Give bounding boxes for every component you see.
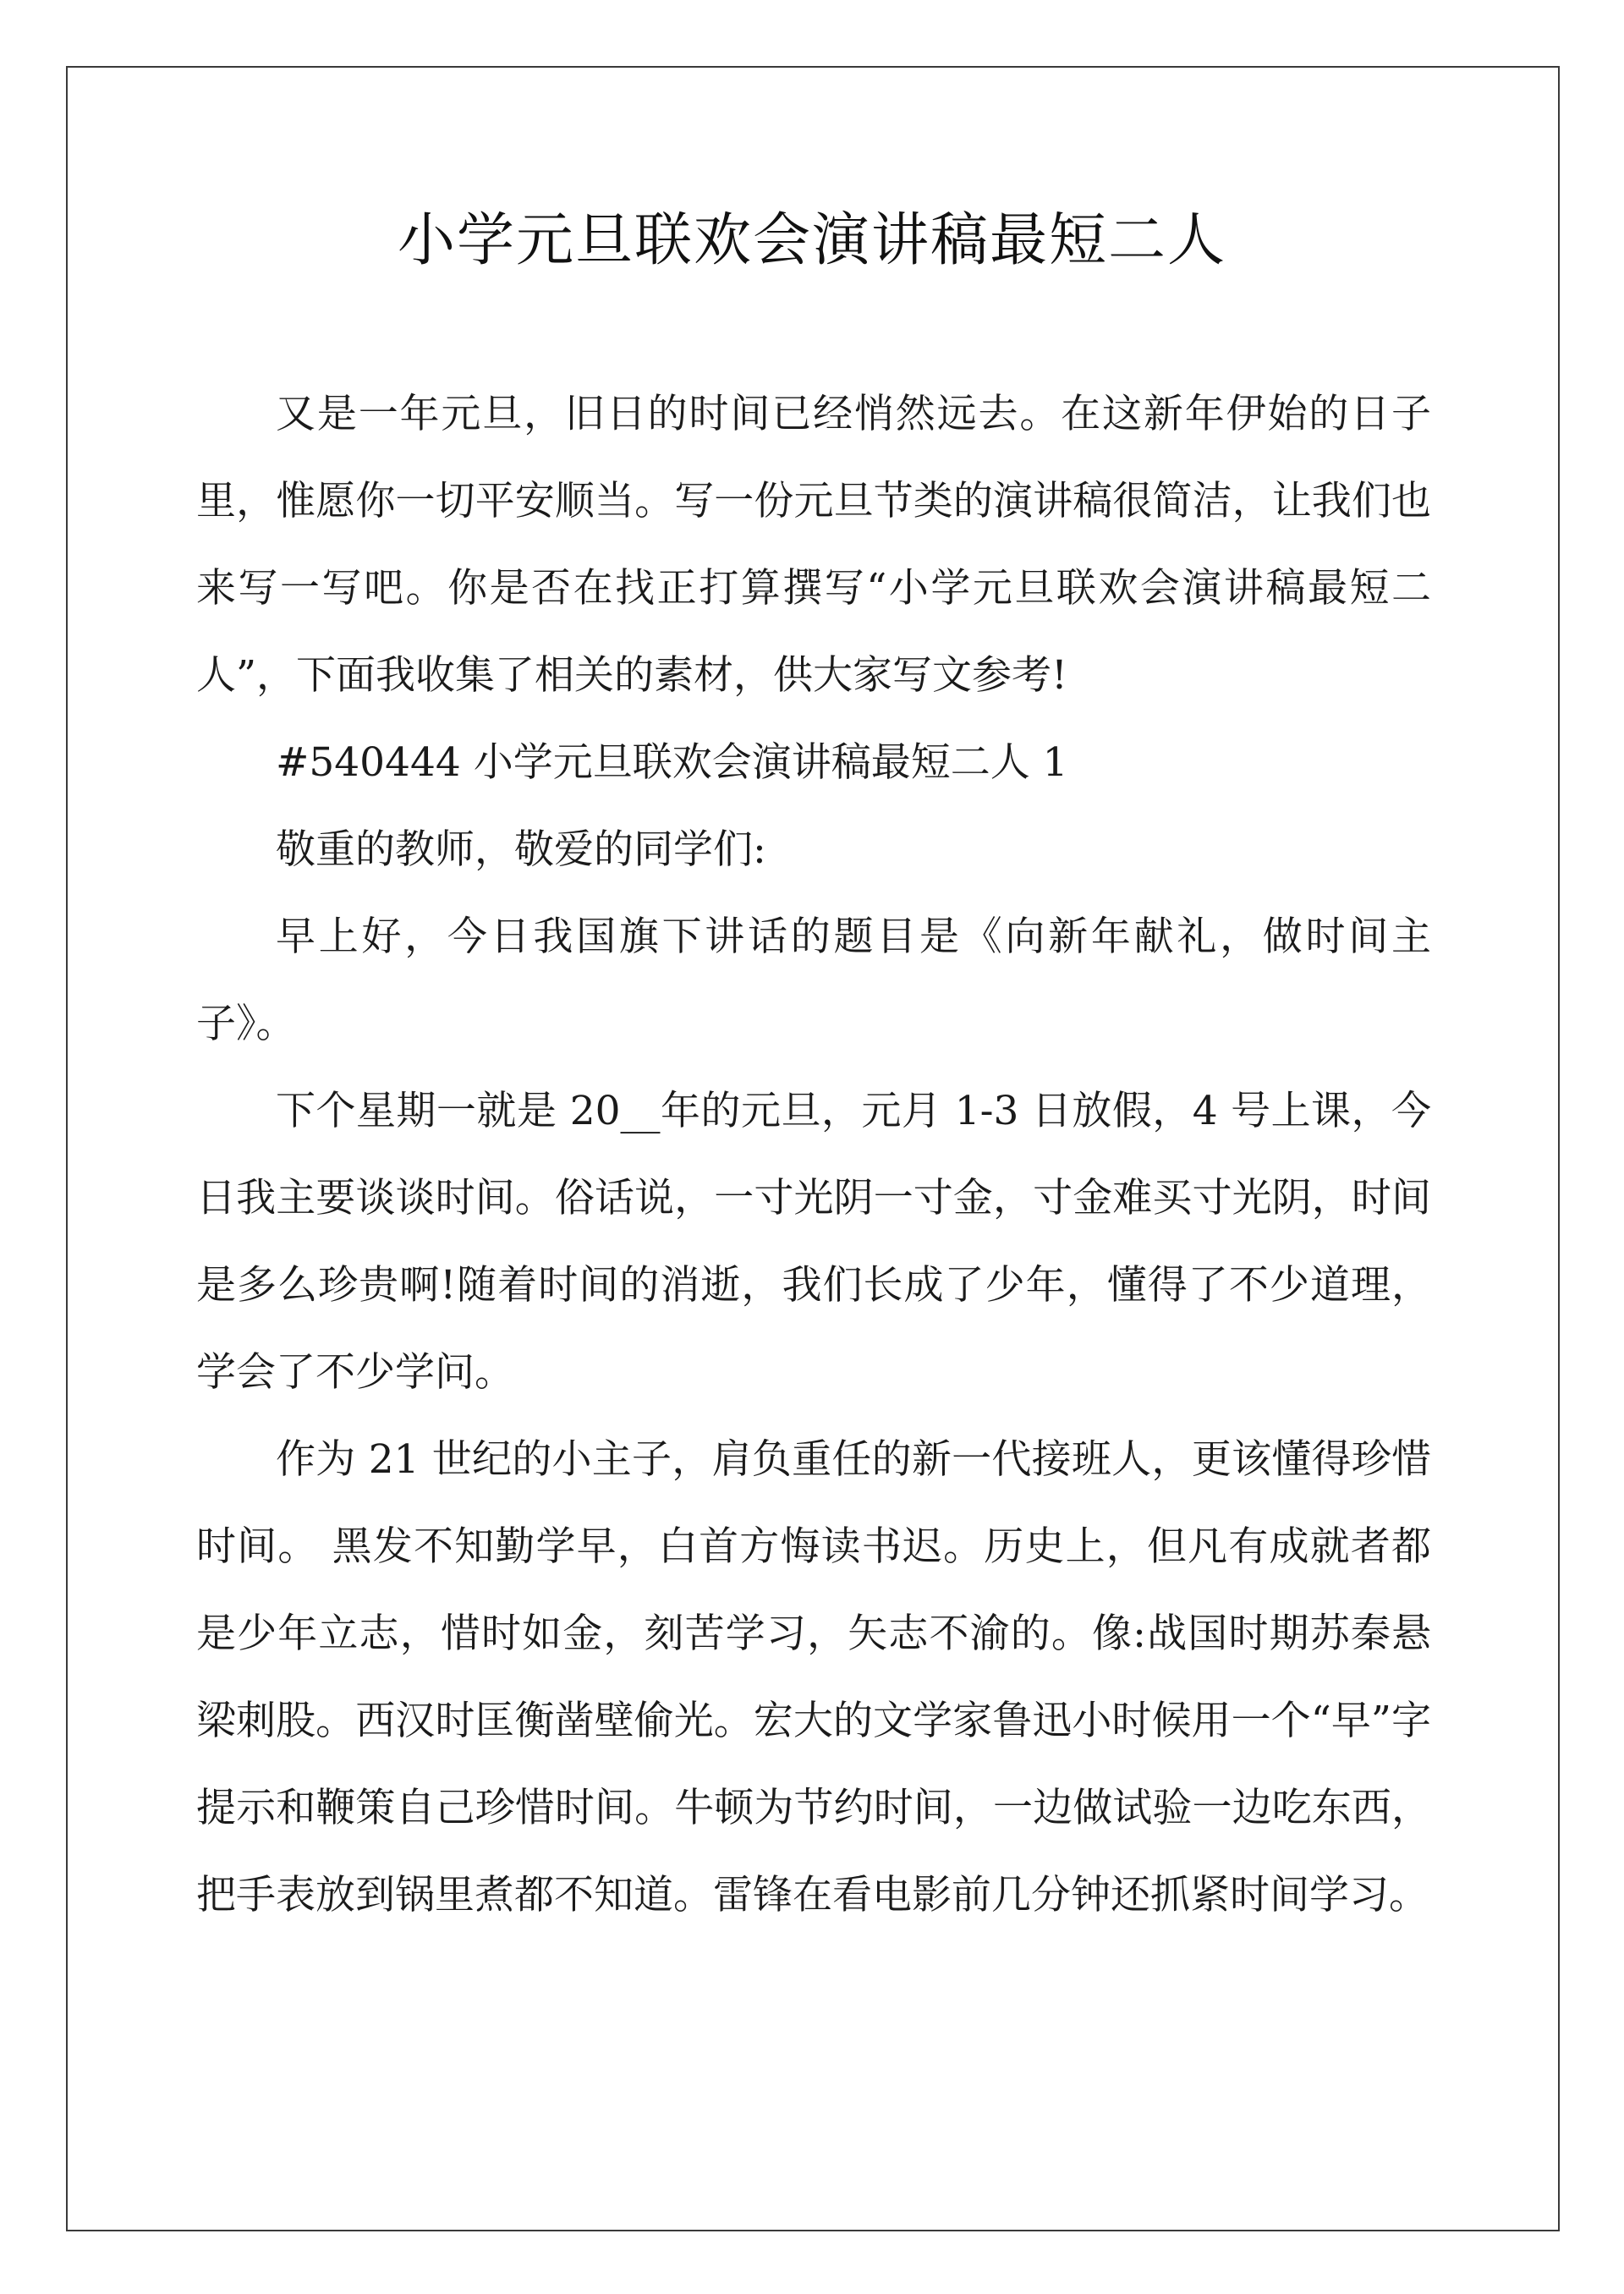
paragraph-salutation: 敬重的教师，敬爱的同学们:: [276, 826, 766, 873]
paragraph-speech-topic: 早上好，今日我国旗下讲话的题目是《向新年献礼，做时间主子》。: [196, 914, 1431, 1047]
paragraph-section-heading: #540444 小学元旦联欢会演讲稿最短二人 1: [276, 739, 1068, 786]
paragraph-new-year: 下个星期一就是 20__年的元旦，元月 1-3 日放假，4 号上课，今日我主要谈谈时间。俗话说，一寸光阴一寸金，寸金难买寸光阴，时间是多么珍贵啊!随着时间的消逝，我们长成了少年，懂得了不少道理，学会了不少学问。: [196, 1088, 1431, 1396]
paragraph-cherish-time: 作为 21 世纪的小主子，肩负重任的新一代接班人，更该懂得珍惜时间。 黑发不知勤学早，白首方悔读书迟。历史上，但凡有成就者都是少年立志，惜时如金，刻苦学习，矢志不渝的。像:战国时期苏秦悬梁刺股。西汉时匡衡凿壁偷光。宏大的文学家鲁迅小时候用一个“早”字提示和鞭策自己珍惜时间。牛顿为节约时间，一边做试验一边吃东西，把手表放到锅里煮都不知道。雷锋在看电影前几分钟还抓紧时间学习。: [196, 1436, 1431, 1918]
document-body: [196, 370, 1431, 1939]
paragraph-intro: 又是一年元旦，旧日的时间已经悄然远去。在这新年伊始的日子里，惟愿你一切平安顺当。写一份元旦节类的演讲稿很简洁，让我们也来写一写吧。你是否在找正打算撰写“小学元旦联欢会演讲稿最短二人”，下面我收集了相关的素材，供大家写文参考!: [196, 391, 1431, 699]
document-title: 小学元旦联欢会演讲稿最短二人: [397, 207, 1226, 274]
